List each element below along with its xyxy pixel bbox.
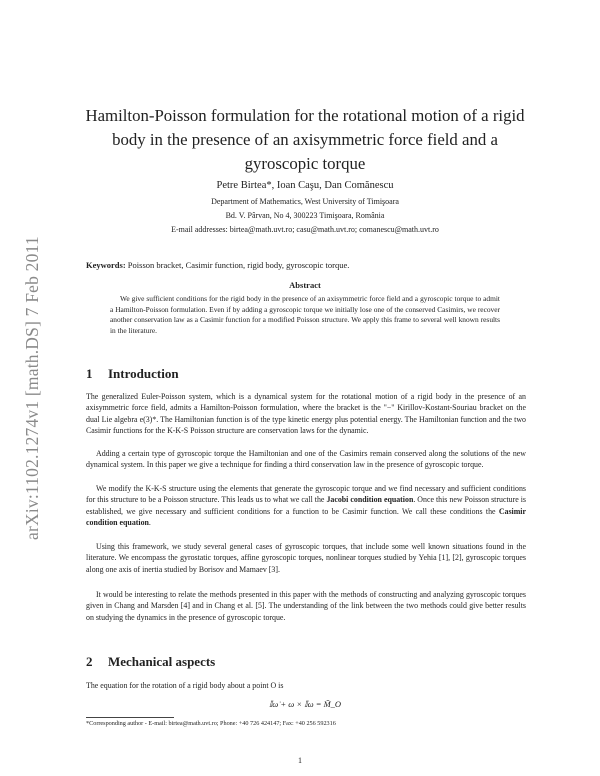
section-number: 2 bbox=[86, 654, 93, 669]
footnote-divider bbox=[86, 717, 174, 718]
corresponding-author-footnote: *Corresponding author - E-mail: birtea@math.uvt.ro; Phone: +40 726 424147; Fax: +40 256 592316 bbox=[86, 720, 336, 727]
keywords-text: Poisson bracket, Casimir function, rigid body, gyroscopic torque. bbox=[127, 260, 350, 270]
paper-title: Hamilton-Poisson formulation for the rotational motion of a rigid body in the presence of an axisymmetric force field and a gyroscopic torque bbox=[85, 106, 525, 173]
keywords-label: Keywords: bbox=[86, 260, 126, 270]
keywords-line bbox=[86, 260, 526, 270]
section-title: Introduction bbox=[108, 366, 179, 381]
page-number: 1 bbox=[298, 756, 302, 765]
section-heading-mechanical-aspects bbox=[86, 654, 215, 670]
abstract-heading: Abstract bbox=[289, 280, 321, 290]
abstract-text: We give sufficient conditions for the rigid body in the presence of an axisymmetric force field and a gyroscopic torque to admit a Hamilton-Poisson formulation. Even if by adding a gyroscopic torque we initially lose one of the conserved Casimirs, we recover another conservation law as a Casimir function for a modified Poisson structure. We apply this frame to several well known results in the literature. bbox=[110, 294, 500, 335]
arxiv-identifier-stamp: arXiv:1102.1274v1 [math.DS] 7 Feb 2011 bbox=[22, 236, 42, 540]
author-list: Petre Birtea*, Ioan Caşu, Dan Comănescu bbox=[216, 180, 394, 191]
rotation-equation: 𝕀ω̇ + ω × 𝕀ω = M̃_O bbox=[268, 699, 342, 709]
intro-paragraph-2: Adding a certain type of gyroscopic torque the Hamiltonian and one of the Casimirs remain conserved along the solutions of the new dynamical system. In this paper we give a technique for finding a third conservation law in the presence of gyroscopic torque. bbox=[86, 449, 526, 470]
intro-paragraph-3 bbox=[86, 483, 526, 529]
intro-p3-text-c: . Once this new Poisson structure is established, we give necessary and sufficient conditions for a function to be Casimir function. We call these conditions the bbox=[86, 495, 526, 516]
section-title: Mechanical aspects bbox=[108, 654, 216, 669]
intro-p3-text-e: . bbox=[148, 518, 151, 528]
intro-paragraph-5: It would be interesting to relate the methods presented in this paper with the methods of constructing and analyzing gyroscopic torques given in Chang and Marsden [4] and in Chang et al. [5]. The understanding of the link between the two methods could give better results on studying the dynamics in the presence of gyroscopic torque. bbox=[86, 590, 526, 622]
affiliation-address: Bd. V. Pârvan, No 4, 300223 Timişoara, România bbox=[225, 211, 385, 220]
affiliation-department: Department of Mathematics, West University of Timişoara bbox=[211, 197, 399, 206]
section-heading-introduction bbox=[86, 366, 179, 382]
intro-paragraph-4: Using this framework, we study several general cases of gyroscopic torques, that include some well known situations found in the literature. We encompass the gyrostatic torques, affine gyroscopic torques, nonlinear torques studied by Yehia [1], [2], gyroscopic torques along one axis of inertia studied by Borisov and Mamaev [3]. bbox=[86, 542, 526, 574]
mechanical-paragraph-1: The equation for the rotation of a rigid body about a point O is bbox=[86, 681, 284, 690]
casimir-condition-term: Casimir condition equation bbox=[86, 506, 526, 528]
jacobi-condition-term: Jacobi condition equation bbox=[326, 495, 414, 505]
intro-paragraph-1: The generalized Euler-Poisson system, which is a dynamical system for the rotational motion of a rigid body in the presence of an axisymmetric force field, admits a Hamilton-Poisson formulation, where the bracket is the "−" Kirillov-Kostant-Souriau bracket on the dual Lie algebra e(3)*. The Hamiltonian function is of the type kinetic energy plus potential energy. The Hamiltonian function and the two Casimir functions for the K-K-S Poisson structure are conservation laws for the dynamic. bbox=[86, 392, 526, 436]
section-number: 1 bbox=[86, 366, 93, 381]
affiliation-emails: E-mail addresses: birtea@math.uvt.ro; casu@math.uvt.ro; comanescu@math.uvt.ro bbox=[171, 225, 439, 234]
intro-p3-text-a: We modify the K-K-S structure using the elements that generate the gyroscopic torque and we find necessary and sufficient conditions for this structure to be a Poisson structure. This leads us to what we call the bbox=[86, 484, 526, 505]
